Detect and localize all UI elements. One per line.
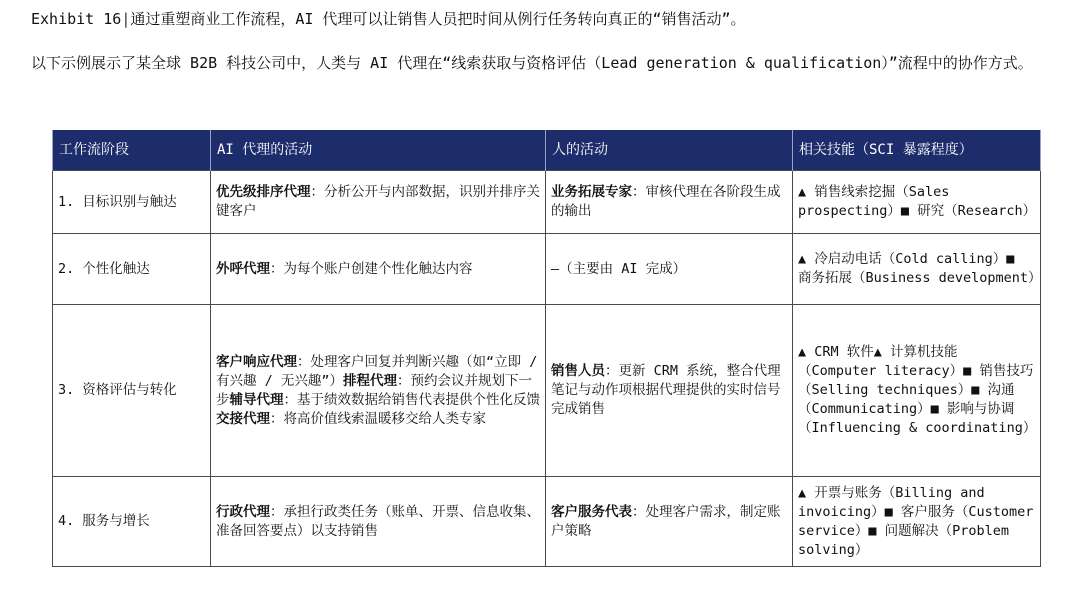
agent-description: ：预约会议并规划下一步 xyxy=(216,372,533,408)
agent-description: ：为每个账户创建个性化触达内容 xyxy=(270,260,473,277)
agent-name: 优先级排序代理 xyxy=(216,184,311,200)
human-activity-cell xyxy=(546,305,793,477)
table-row xyxy=(53,305,1041,477)
human-description: ：审核代理在各阶段生成的输出 xyxy=(551,184,781,219)
human-role: 销售人员 xyxy=(551,363,605,379)
exhibit-separator: | xyxy=(121,10,131,28)
agent-description: ：承担行政类任务（账单、开票、信息收集、准备回答要点）以支持销售 xyxy=(216,503,540,539)
exhibit-heading xyxy=(31,9,746,29)
human-activity-cell xyxy=(546,477,793,567)
agent-name: 辅导代理 xyxy=(229,391,284,408)
header-human-activity: 人的活动 xyxy=(546,130,793,171)
exhibit-label: Exhibit 16 xyxy=(31,10,122,28)
table-header-row xyxy=(53,130,1041,171)
intro-paragraph: 以下示例展示了某全球 B2B 科技公司中，人类与 AI 代理在“线索获取与资格评估（Lead generation & qualification）”流程中的协作方式。 xyxy=(31,54,1033,72)
human-role: 客户服务代表 xyxy=(551,503,632,520)
stage-number: 1. xyxy=(58,193,75,210)
header-skills: 相关技能（SCI 暴露程度） xyxy=(793,130,1041,171)
skills-cell: ▲ 开票与账务（Billing and invoicing）■ 客户服务（Customer service）■ 问题解决（Problem solving） xyxy=(793,477,1041,567)
skills-cell: ▲ CRM 软件▲ 计算机技能（Computer literacy）■ 销售技巧（Selling techniques）■ 沟通（Communicating）■ 影响与协调（Influencing & coordinating） xyxy=(793,305,1041,477)
agent-name: 交接代理 xyxy=(216,410,270,427)
table-row xyxy=(53,477,1041,567)
stage-cell xyxy=(53,234,211,305)
agent-name: 排程代理 xyxy=(343,372,398,389)
ai-activity-cell xyxy=(211,171,546,234)
agent-name: 外呼代理 xyxy=(216,260,270,277)
agent-name: 客户响应代理 xyxy=(216,353,297,370)
human-activity-cell xyxy=(546,171,793,234)
human-description: —（主要由 AI 完成） xyxy=(551,260,687,277)
agent-description: ：处理客户回复并判断兴趣（如“立即 / 有兴趣 / 无兴趣”） xyxy=(216,353,538,389)
stage-number: 2. xyxy=(58,260,75,277)
agent-description: ：分析公开与内部数据，识别并排序关键客户 xyxy=(216,184,540,219)
stage-name: 服务与增长 xyxy=(82,513,150,529)
stage-name: 目标识别与触达 xyxy=(82,193,177,210)
stage-cell xyxy=(53,171,211,234)
agent-description: ：基于绩效数据给销售代表提供个性化反馈 xyxy=(283,391,540,408)
agent-description: ：将高价值线索温暖移交给人类专家 xyxy=(270,410,486,427)
table-row xyxy=(53,171,1041,234)
stage-number: 4. xyxy=(58,513,75,529)
stage-name: 个性化触达 xyxy=(82,260,150,277)
stage-name: 资格评估与转化 xyxy=(82,382,177,398)
stage-number: 3. xyxy=(58,382,75,398)
workflow-table xyxy=(52,130,1041,567)
ai-activity-cell xyxy=(211,477,546,567)
human-activity-cell xyxy=(546,234,793,305)
agent-name: 行政代理 xyxy=(216,503,270,520)
exhibit-title: 通过重塑商业工作流程，AI 代理可以让销售人员把时间从例行任务转向真正的“销售活动”。 xyxy=(130,10,746,28)
stage-cell xyxy=(53,305,211,477)
human-role: 业务拓展专家 xyxy=(551,184,632,200)
table-row xyxy=(53,234,1041,305)
header-stage: 工作流阶段 xyxy=(53,130,211,171)
skills-cell: ▲ 销售线索挖掘（Sales prospecting）■ 研究（Research） xyxy=(793,171,1041,234)
human-description: ：处理客户需求，制定账户策略 xyxy=(551,503,781,539)
ai-activity-cell xyxy=(211,234,546,305)
header-ai-activity: AI 代理的活动 xyxy=(211,130,546,171)
ai-activity-cell xyxy=(211,305,546,477)
human-description: ：更新 CRM 系统，整合代理笔记与动作项根据代理提供的实时信号完成销售 xyxy=(551,363,781,417)
skills-cell: ▲ 冷启动电话（Cold calling）■ 商务拓展（Business development） xyxy=(793,234,1041,305)
stage-cell xyxy=(53,477,211,567)
